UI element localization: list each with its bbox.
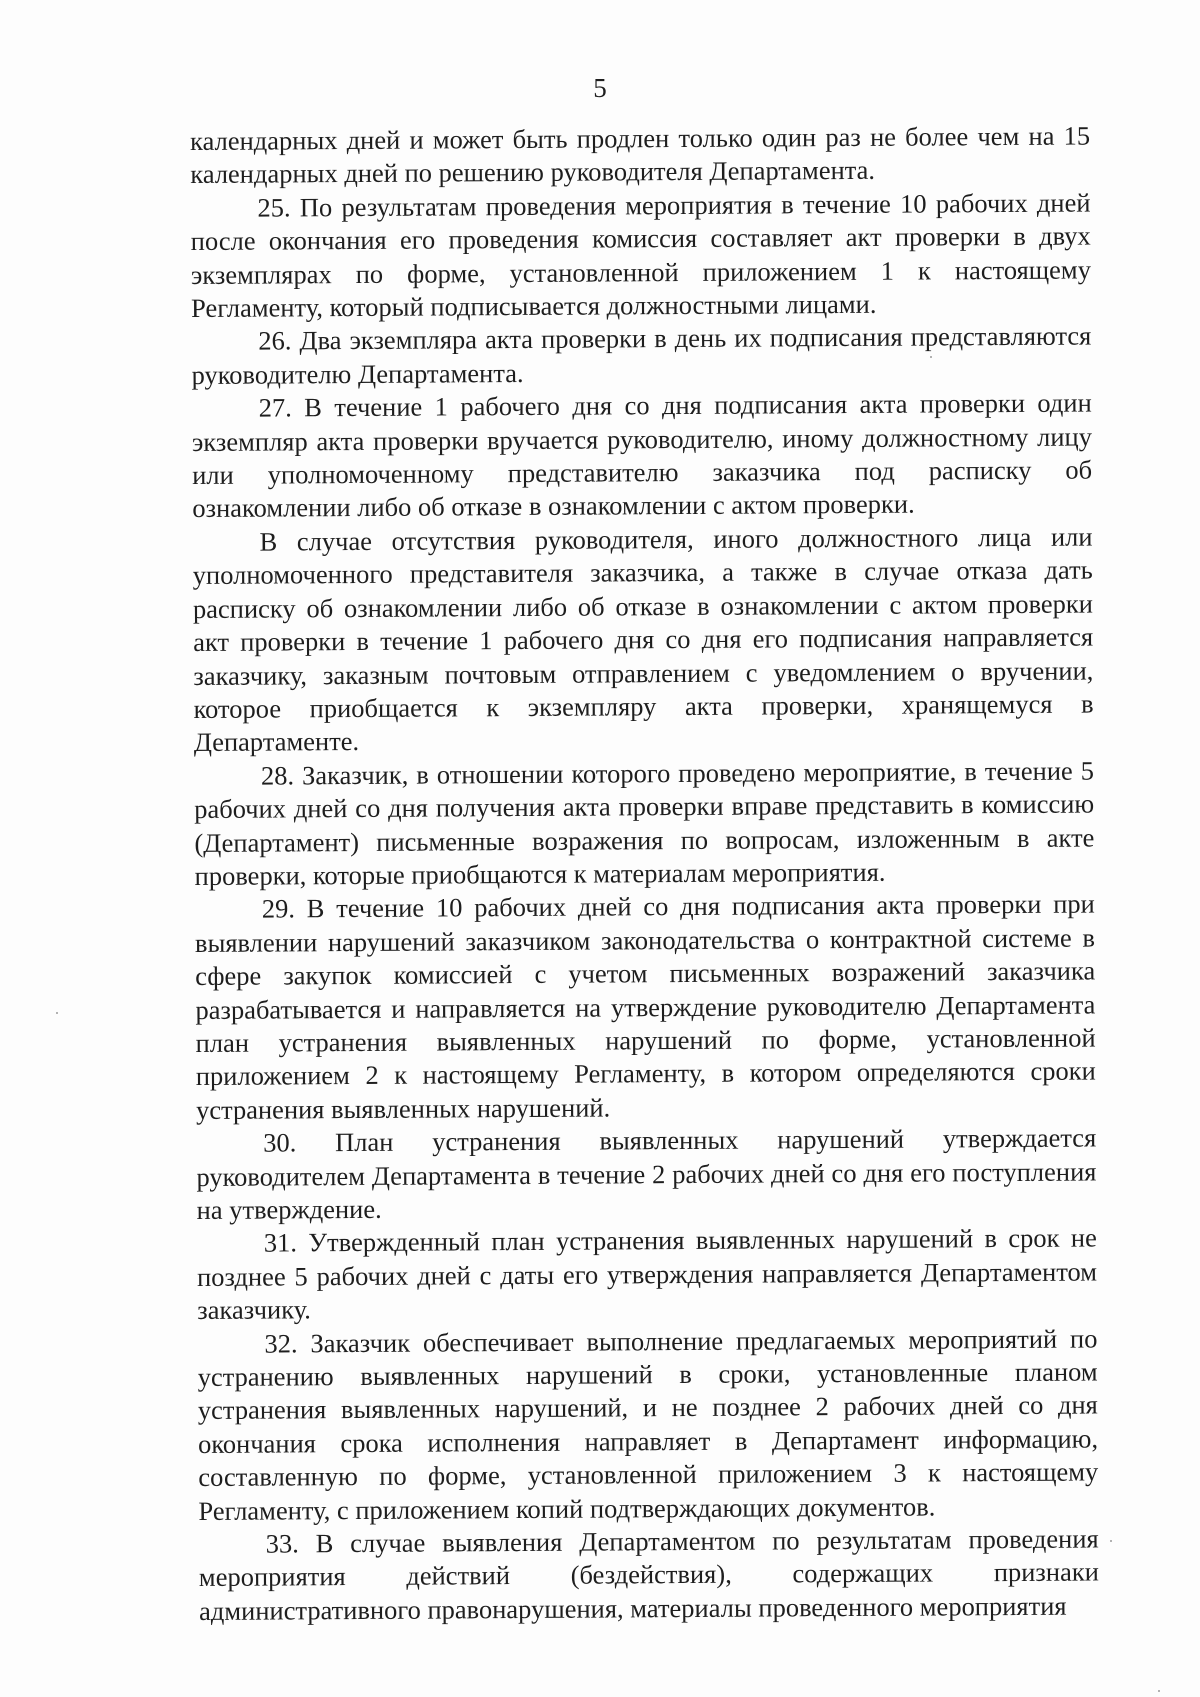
paragraph-continuation: календарных дней и может быть продлен только один раз не более чем на 15 календарных дней по решению руководителя Департамента. — [190, 120, 1091, 190]
scan-speck — [1110, 1540, 1112, 1542]
paragraph-28: 28. Заказчик, в отношении которого проведено мероприятие, в течение 5 рабочих дней со дня получения акта проверки вправе представить в комиссию (Департамент) письменные возражения по вопросам, изложенным в акте проверки, которые приобщаются к материалам мероприятия. — [194, 755, 1095, 891]
paragraph-29: 29. В течение 10 рабочих дней со дня подписания акта проверки при выявлении нарушений заказчиком законодательства о контрактной системе в сфере закупок комиссией с учетом письменных возражений заказчика разрабатывается и направляется на утверждение руководителю Департамента план устранения выявленных нарушений по форме, установленной приложением 2 к настоящему Регламенту, в котором определяются сроки устранения выявленных нарушений. — [194, 888, 1096, 1125]
paragraph-30: 30. План устранения выявленных нарушений утверждается руководителем Департамента в течение 2 рабочих дней со дня его поступления на утверждение. — [196, 1122, 1097, 1225]
paragraph-31: 31. Утвержденный план устранения выявленных нарушений в срок не позднее 5 рабочих дней с даты его утверждения направляется Департаментом заказчику. — [196, 1222, 1098, 1326]
scan-speck — [930, 356, 932, 358]
paragraph-32: 32. Заказчик обеспечивает выполнение предлагаемых мероприятий по устранению выявленных нарушений в сроки, установленные планом устранения выявленных нарушений, и не позднее 2 рабочих дней со дня окончания срока исполнения направляет в Департамент информацию, составленную по форме, установленной приложением 3 к настоящему Регламенту, с приложением копий подтверждающих документов. — [197, 1323, 1099, 1526]
paragraph-33: 33. В случае выявления Департаментом по результатам проведения мероприятия действий (бездействия), содержащих признаки административного правонарушения, материалы проведенного мероприятия — [198, 1523, 1099, 1626]
scan-speck — [1158, 1690, 1160, 1692]
paragraph-26: 26. Два экземпляра акта проверки в день их подписания представляются руководителю Департамента. — [191, 320, 1092, 390]
paragraph-27-absence: В случае отсутствия руководителя, иного должностного лица или уполномоченного представителя заказчика, а также в случае отказа дать расписку об ознакомлении либо об отказе в ознакомлении с актом проверки акт проверки в течение 1 рабочего дня со дня его подписания направляется заказчику, заказным почтовым отправлением с уведомлением о вручении, которое приобщается к экземпляру акта проверки, хранящемуся в Департаменте. — [192, 521, 1094, 758]
scan-speck — [56, 1012, 58, 1014]
paragraph-25: 25. По результатам проведения мероприятия в течение 10 рабочих дней после окончания его проведения комиссия составляет акт проверки в двух экземплярах по форме, установленной приложением 1 к настоящему Регламенту, который подписывается должностными лицами. — [190, 187, 1091, 324]
body-text — [190, 120, 1099, 1629]
paragraph-27: 27. В течение 1 рабочего дня со дня подписания акта проверки один экземпляр акта проверки вручается руководителю, иному должностному лицу или уполномоченному представителю заказчика под расписку об ознакомлении либо об отказе в ознакомлении с актом проверки. — [191, 387, 1093, 524]
page-number: 5 — [593, 73, 607, 103]
